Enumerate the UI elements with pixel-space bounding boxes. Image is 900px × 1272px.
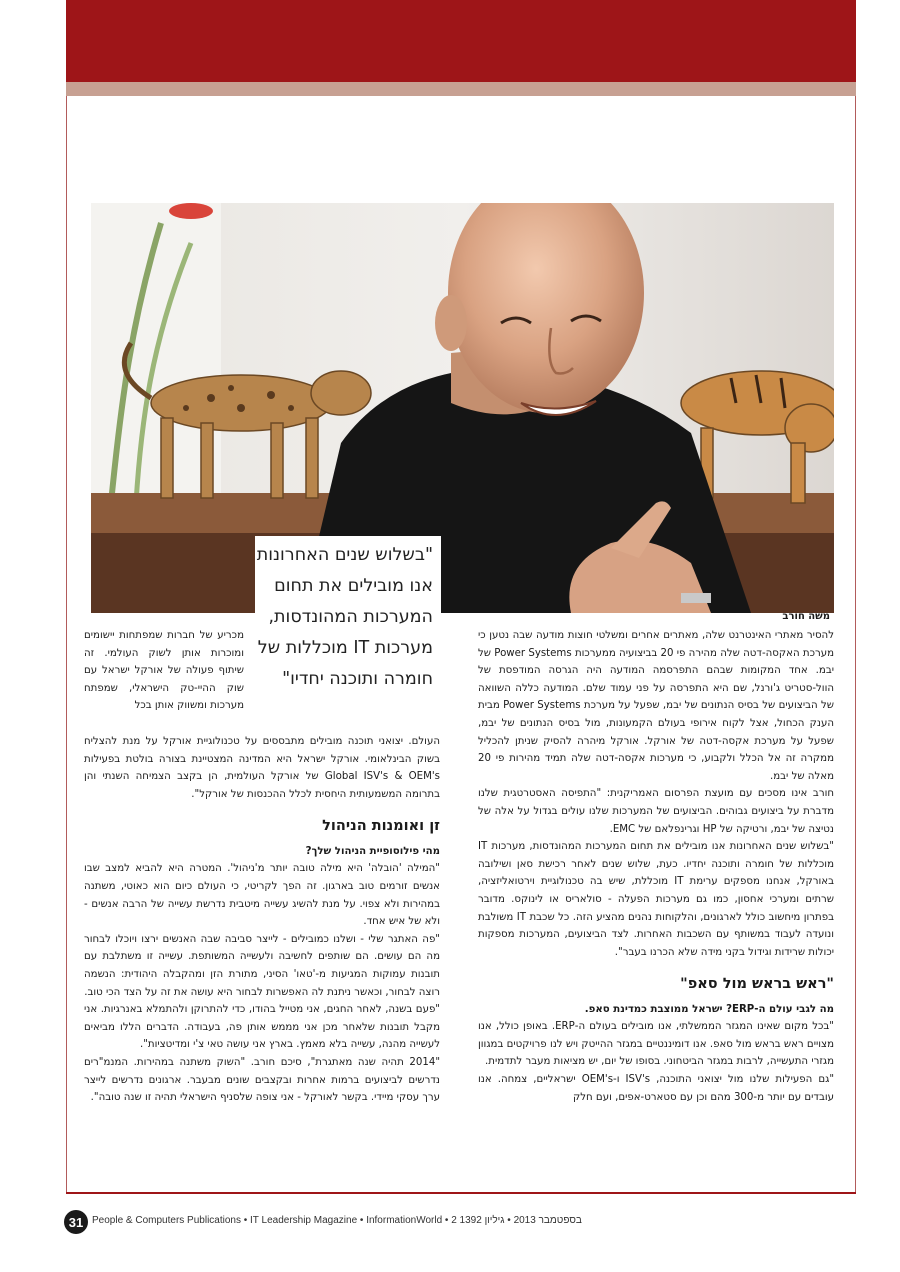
portrait-illustration: [91, 203, 834, 613]
article-paragraph: "גם הפעילות שלנו מול יצואני התוכנה, ISV's ו-OEM's ישראליים, צמחה. אנו עובדים עם יותר מ-300 מהם וכן עם סטארט-אפים, ועם חלק: [478, 1074, 834, 1103]
article-paragraph: להסיר מאתרי האינטרנט שלה, מאתרים אחרים ומשלטי חוצות מודעה שבה נטען כי מערכת האקסה-דטה שלה מהירה פי 20 בביצועיה ממערכות Power Systems של יבמ. אחד המקומות שבהם התפרסמה המודעה היה הגרסה המודפסת של הוול-סטריט ג'ורנל, שם היא התפרסה על פני עמוד שלם. המודעה כללה השוואה של הביצועים של בסיס הנתונים של יבמ, שפעל על מערכת Power Systems מבית הענק הכחול, אצל לקוח אירופי בעולם הקמעונות, מול בסיס הנתונים של יבמ, שפעל על מערכת אקסה-דטה של אורקל. אורקל מיהרה להסיק שניתן להכליל ממקרה זה אל הכלל ולקבוע, כי מערכות אקסה-דטה שלה תמיד מהירות פי 20 מאלה של יבמ.: [478, 630, 835, 782]
article-paragraph: "פעם בשנה, לאחר החגים, אני מטייל בהודו, כדי להתרוקן ולהתמלא באנרגיות. אני מקבל תובנות שלאחר מכן אני מממש אותן פה, בעבודה. הדברים הללו מביאים לעשייה מהנה, עשייה בלא מאמץ. בארץ אני עושה טאי צ'י ומדיטציות".: [84, 1004, 440, 1051]
article-column-left-narrow: [84, 627, 244, 715]
photo-caption: משה חורב: [782, 611, 830, 622]
footer-rule: [66, 1192, 856, 1194]
pull-quote-line: המערכות המהונדסות,: [268, 607, 433, 627]
article-paragraph: מכריע של חברות שמפתחות יישומים ומוכרות אותן לשוק העולמי. זה שיתוף פעולה של אורקל ישראל עם שוק ההיי-טק הישראלי, שמפתח מערכות ומשווק אותן בכל: [84, 630, 244, 712]
footer-publication-line: People & Computers Publications • IT Leadership Magazine • InformationWorld • 2 בספטמבר 2013 • גיליון 1392: [92, 1215, 582, 1226]
article-paragraph: "2014 תהיה שנה מאתגרת", סיכם חורב. "השוק משתנה במהירות. המנמ"רים נדרשים לביצועים ברמות אחרות ובקצבים שונים מבעבר. ארגונים נדרשים לייצר ערך עסקי מיידי. בקשר לאורקל - אני צופה שלסניף הישראלי תהיה זו שנה טובה".: [84, 1056, 440, 1104]
pull-quote-line: חומרה ותוכנה יחדיו": [282, 669, 433, 689]
section-question: מה לגבי עולם ה-ERP? ישראל ממוצבת כמדינת סאפ.: [584, 1004, 834, 1016]
article-paragraph: "המילה 'הובלה' היא מילה טובה יותר מ'ניהול'. המטרה היא להביא למצב שבו אנשים זורמים טוב בארגון. זה הפך לקריטי, כי העולם כיום הוא כאוטי, משתנה במהירות ולא צפוי. על מנת להשיג עשייה מיטבית נדרשת עשייה של הרבה אנשים - ולא של איש אחד.: [84, 863, 440, 928]
article-paragraph: "פה האתגר שלי - ושלנו כמובילים - לייצר סביבה שבה האנשים ירצו ויוכלו לבחור מה הם עושים. הם שותפים לחשיבה ולעשייה המשותפת. עשייה זו משתלבת עם תובנות עמוקות המגיעות מ-'טאו' הסיני, מתורת הזן ומהקבלה היהודית: הנשמה רוצה לבחור, וכאשר ניתנת לה האפשרות לבחור היא עושה את זה על הצד הכי טוב.: [84, 933, 440, 998]
pull-quote-line: מערכות IT מוכללות של: [257, 638, 433, 658]
article-paragraph: "בכל מקום שאינו המגזר הממשלתי, אנו מובילים בעולם ה-ERP. באופן כולל, אנו מצויים ראש בראש מול סאפ. אנו דומיננטיים במגזר ההייטק ויש לנו פרויקטים במגוון מגזרי התעשייה, לרבות במגזר הביטחוני. בסופו של יום, יש מציאות מעבר לתדמית.: [478, 1021, 834, 1068]
section-heading: "ראש בראש מול סאפ": [680, 976, 834, 993]
pull-quote: [255, 536, 441, 726]
article-paragraph: חורב אינו מסכים עם מועצת הפרסום האמריקנית: "התפיסה האסטרטגית שלנו מדברת על ביצועים גבוהים. הביצועים של המערכות שלנו עולים בגדול על אלה של נטיצה של יבמ, ורטיקה של HP וגרינפלאם של EMC.: [478, 788, 834, 835]
article-paragraph: "בשלוש שנים האחרונות אנו מובילים את תחום המערכות המהונדסות, מערכות IT מוכללות של חומרה ותוכנה יחדיו. כעת, שלוש שנים לאחר רכישת סאן ושילובה באורקל, אנחנו מספקים ערימת IT מוכללת, שיש בה טכנולוגיית וירטואליזציה, שרתים ומערכי אחסון, כמו גם מערכות הפעלה - סולאריס או לינוקס. מדובר בפתרון מיחשוב כולל לארגונים, והלקוחות נהנים מהציע הזה. כל שכבת IT משולבת ונועדה לעבוד במשותף עם השכבות האחרות. לצד הביצועים, המערכות מספקות יכולות שרידות וגידול בקני מידה שלא הכרנו בעבר".: [478, 841, 835, 958]
pull-quote-line: אנו מובילים את תחום: [274, 576, 433, 596]
article-column-right: [478, 627, 834, 1106]
header-color-band: [66, 0, 856, 82]
portrait-photo: [91, 203, 834, 613]
section-heading: זן ואומנות הניהול: [322, 818, 440, 835]
section-question: מהי פילוסופיית הניהול שלך?: [305, 846, 440, 858]
header-rule: [66, 82, 856, 96]
article-paragraph: העולם. יצואני תוכנה מובילים מתבססים על טכנולוגיית אורקל על מנת להצליח בשוק הבינלאומי. אורקל ישראל היא המדינה המצטיינת בצורה בולטת בפעילות Global ISV's & OEM's של אורקל העולמית, הן בקצב הצמיחה השנתי והן בתרומה המשמעותית היחסית לכלל ההכנסות של אורקל".: [84, 736, 440, 800]
article-column-left: [84, 733, 440, 1107]
page-number: 31: [64, 1210, 88, 1234]
pull-quote-line: "בשלוש שנים האחרונות: [256, 545, 433, 565]
